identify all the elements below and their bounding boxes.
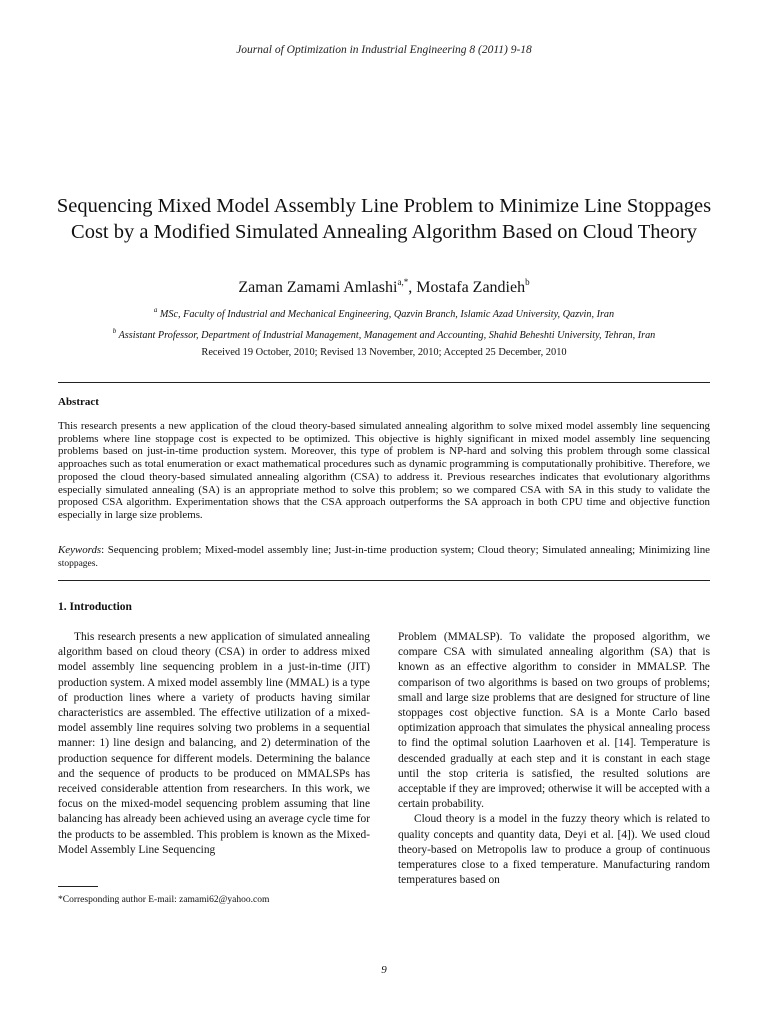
affiliation-b-mark: b: [112, 327, 117, 335]
right-column: [398, 630, 710, 888]
intro-paragraph-1: This research presents a new application of simulated annealing algorithm based on cloud theory (CSA) in order to address mixed model assembly line sequencing problem in a just-in-time (JIT) production system. A mixed model assembly line (MMAL) is a type of production lines where a variety of products having similar characteristics are assembled. The effective utilization of a mixed-model assembly line requires solving two problems in a sequential manner: 1) line design and balancing, and 2) determination of the production sequence for different models. Determining the balance and the sequence of products to be produced on MMALSPs has received considerable attention from researchers. In this work, we focus on the mixed-model sequencing problem assuming that line balancing has already been achieved using an average cycle time for the products to be assembled. This problem is known as the Mixed-Model Assembly Line Sequencing: [58, 631, 370, 856]
abstract-bottom-rule: [58, 580, 710, 581]
intro-paragraph-1-continued: Problem (MMALSP). To validate the proposed algorithm, we compare CSA with simulated annealing algorithm (SA) that is known as an effective algorithm to consider in MMALSP. The comparison of two algorithms is based on two groups of problems; small and large size problems that are designed for structure of line stoppages cost objective function. SA is a Monte Carlo based optimization approach that simulates the physical annealing process to find the optimal solution Laarhoven et al. [14]. Temperature is descended gradually at each step and it is constant in each stage until the stop criteria is satisfied, the resulted solutions are acceptable if they are improved; otherwise it will be accepted with a certain probability.: [398, 631, 710, 811]
author-line: [0, 277, 768, 297]
affiliation-a: [0, 306, 768, 320]
corresponding-author-footnote: *Corresponding author E-mail: zamami62@yahoo.com: [58, 895, 270, 905]
section-heading-introduction: 1. Introduction: [58, 601, 132, 613]
left-column: [58, 630, 370, 858]
keywords-label: Keywords: [58, 544, 102, 556]
footnote-rule: [58, 886, 98, 887]
author-1-name: Zaman Zamami Amlashi: [238, 279, 398, 296]
author-2-name: Mostafa Zandieh: [416, 279, 526, 296]
affiliation-a-mark: a: [153, 306, 158, 314]
keywords-text: : Sequencing problem; Mixed-model assembly line; Just-in-time production system; Cloud theory; Simulated annealing; Minimizing line: [101, 544, 710, 556]
author-separator: ,: [408, 279, 417, 296]
received-dates: Received 19 October, 2010; Revised 13 November, 2010; Accepted 25 December, 2010: [201, 347, 567, 358]
affiliation-b-text: Assistant Professor, Department of Industrial Management, Management and Accounting, Shahid Beheshti University, Tehran, Iran: [116, 330, 656, 341]
page-number: 9: [381, 964, 387, 976]
paper-title: Sequencing Mixed Model Assembly Line Problem to Minimize Line Stoppages Cost by a Modified Simulated Annealing Algorithm Based on Cloud Theory: [56, 195, 712, 243]
keywords-tail: stoppages.: [58, 558, 98, 569]
affiliation-b: [0, 327, 768, 341]
keywords: [58, 544, 710, 570]
abstract-heading: Abstract: [58, 396, 99, 408]
author-2-marks: b: [525, 277, 530, 287]
abstract-top-rule: [58, 382, 710, 383]
author-1-marks: a,*: [397, 277, 409, 287]
abstract-text: This research presents a new application of the cloud theory-based simulated annealing algorithm to solve mixed model assembly line sequencing problems where line stoppage cost is expected to be optimized. This objective is highly significant in mixed model assembly line sequencing problems based on just-in-time production system. Moreover, this type of problem is NP-hard and solving this problem through some classical approaches such as total enumeration or exact mathematical procedures such as dynamic programming is computationally prohibitive. Therefore, we proposed the cloud theory-based simulated annealing algorithm (CSA) to address it. Previous researches indicates that evolutionary algorithms especially simulated annealing (SA) is an appropriate method to solve this problem; so we compared CSA with SA in this study to validate the proposed CSA algorithm. Experimentation shows that the CSA approach outperforms the SA approach in both CPU time and objective function especially in large size problems.: [58, 420, 710, 521]
journal-header: Journal of Optimization in Industrial Engineering 8 (2011) 9-18: [236, 44, 532, 56]
intro-paragraph-2: Cloud theory is a model in the fuzzy theory which is related to quality concepts and quantity data, Deyi et al. [4]). We used cloud theory-based on Metropolis law to produce a group of continuous temperatures close to a fixed temperature. Manufacturing random temperatures based on: [398, 813, 710, 887]
affiliation-a-text: MSc, Faculty of Industrial and Mechanical Engineering, Qazvin Branch, Islamic Azad University, Qazvin, Iran: [157, 309, 615, 320]
